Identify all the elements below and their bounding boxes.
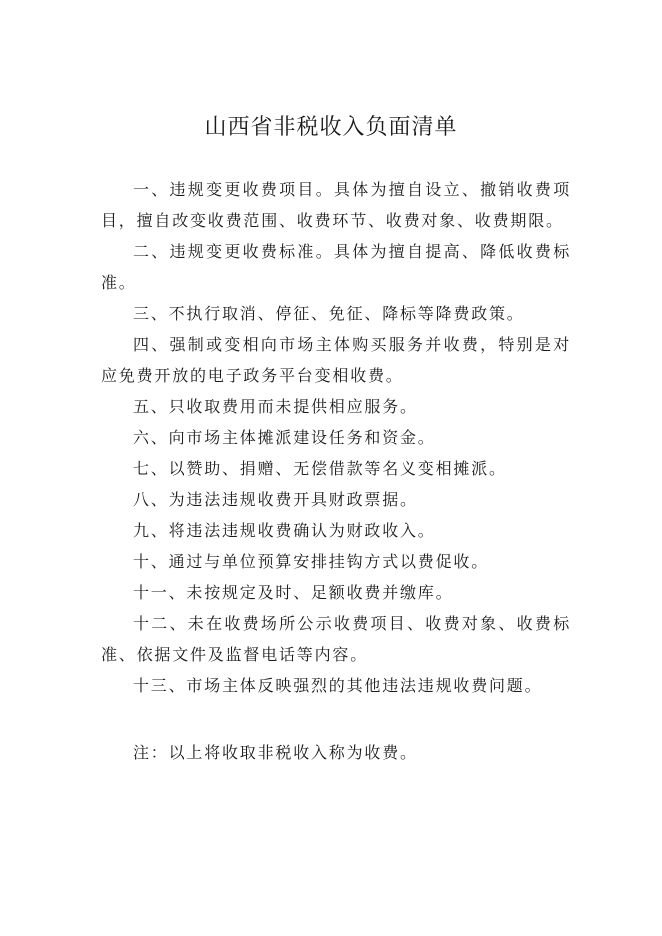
- list-item: 七、以赞助、捐赠、无偿借款等名义变相摊派。: [133, 459, 507, 478]
- document-title: 山西省非税收入负面清单: [204, 115, 458, 140]
- list-item: 十、通过与单位预算安排挂钩方式以费促收。: [133, 552, 490, 571]
- list-item: 一、违规变更收费项目。具体为擅自设立、撤销收费项目，擅自改变收费范围、收费环节、收费对象、收费期限。: [101, 180, 571, 230]
- list-item: 三、不执行取消、停征、免征、降标等降费政策。: [133, 304, 525, 323]
- list-item: 六、向市场主体摊派建设任务和资金。: [133, 428, 436, 447]
- negative-list-body: [101, 174, 571, 701]
- list-item: 二、违规变更收费标准。具体为擅自提高、降低收费标准。: [101, 242, 571, 292]
- list-item: 十一、未按规定及时、足额收费并缴库。: [133, 583, 454, 602]
- list-item: 五、只收取费用而未提供相应服务。: [133, 397, 418, 416]
- list-item: 九、将违法违规收费确认为财政收入。: [133, 521, 436, 540]
- list-item: 十三、市场主体反映强烈的其他违法违规收费问题。: [133, 676, 543, 695]
- list-item: 八、为违法违规收费开具财政票据。: [133, 490, 418, 509]
- list-item: 十二、未在收费场所公示收费项目、收费对象、收费标准、依据文件及监督电话等内容。: [101, 614, 571, 664]
- list-item: 四、强制或变相向市场主体购买服务并收费，特别是对应免费开放的电子政务平台变相收费。: [101, 335, 571, 385]
- document-note: 注：以上将收取非税收入称为收费。: [133, 743, 418, 762]
